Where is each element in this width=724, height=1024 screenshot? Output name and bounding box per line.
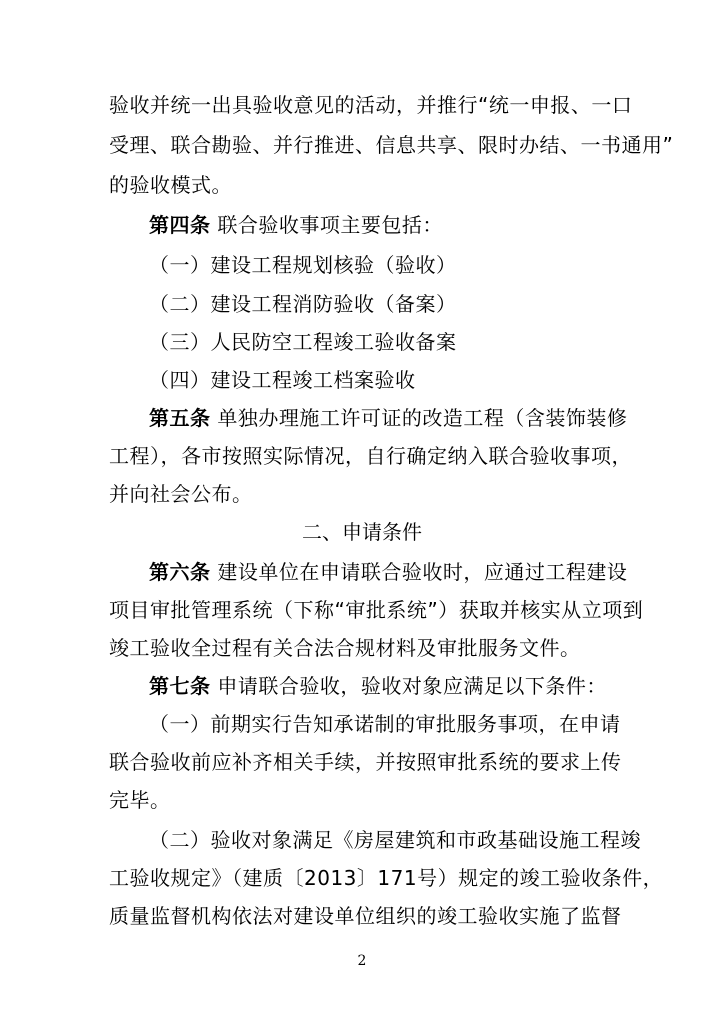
paragraph-line: 工验收规定》（建质〔2013〕171号）规定的竣工验收条件， (109, 866, 664, 890)
paragraph-line: 的验收模式。 (109, 173, 232, 197)
article-4 (149, 213, 443, 237)
paragraph-line: 完毕。 (109, 788, 171, 812)
article-7-title: 第七条 (149, 674, 211, 698)
article-4-title: 第四条 (149, 213, 211, 237)
article-7 (149, 674, 607, 698)
article-5-text: 单独办理施工许可证的改造工程（含装饰装修 (217, 406, 628, 430)
article-6-title: 第六条 (149, 560, 211, 584)
list-item: （一）建设工程规划核验（验收） (149, 253, 457, 277)
list-item: （二）建设工程消防验收（备案） (149, 292, 457, 316)
article-6 (149, 560, 627, 584)
paragraph-line: 联合验收前应补齐相关手续，并按照审批系统的要求上传 (109, 750, 622, 774)
article-6-text: 建设单位在申请联合验收时，应通过工程建设 (217, 560, 628, 584)
article-7-text: 申请联合验收，验收对象应满足以下条件： (217, 674, 607, 698)
section-heading: 二、申请条件 (302, 520, 422, 544)
paragraph-line: 质量监督机构依法对建设单位组织的竣工验收实施了监督 (109, 904, 622, 928)
list-item: （二）验收对象满足《房屋建筑和市政基础设施工程竣 (149, 828, 641, 852)
list-item: （四）建设工程竣工档案验收 (149, 368, 416, 392)
paragraph-line: 受理、联合勘验、并行推进、信息共享、限时办结、一书通用” (109, 133, 674, 157)
paragraph-line: 项目审批管理系统（下称“审批系统”）获取并核实从立项到 (109, 598, 644, 622)
paragraph-line: 工程），各市按照实际情况，自行确定纳入联合验收事项， (109, 444, 632, 468)
paragraph-line: 并向社会公布。 (109, 482, 253, 506)
article-5 (149, 406, 627, 430)
list-item: （三）人民防空工程竣工验收备案 (149, 330, 457, 354)
paragraph-line: 验收并统一出具验收意见的活动，并推行“统一申报、一口 (109, 93, 633, 117)
paragraph-line: 竣工验收全过程有关合法合规材料及审批服务文件。 (109, 636, 581, 660)
page-number: 2 (357, 953, 367, 969)
list-item: （一）前期实行告知承诺制的审批服务事项，在申请 (149, 712, 621, 736)
article-4-text: 联合验收事项主要包括： (217, 213, 443, 237)
article-5-title: 第五条 (149, 406, 211, 430)
